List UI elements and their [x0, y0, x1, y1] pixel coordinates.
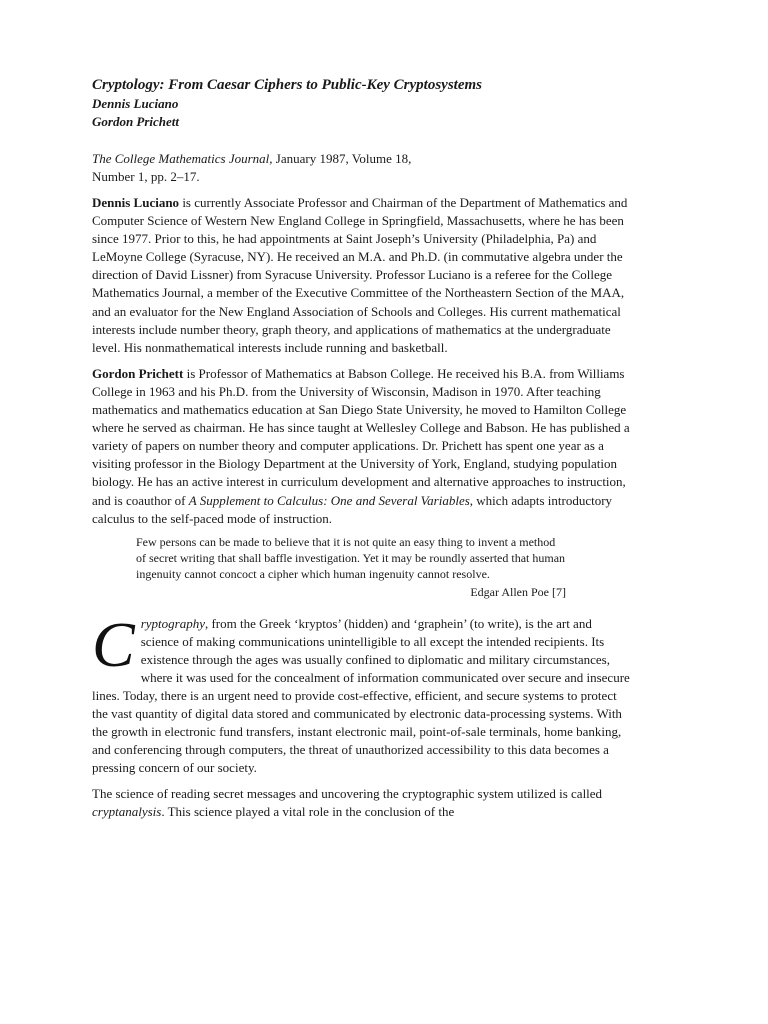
article-title: Cryptology: From Caesar Ciphers to Public-Key Cryptosystems [92, 77, 482, 93]
term-cryptanalysis: cryptanalysis [92, 804, 162, 820]
epigraph-attribution: Edgar Allen Poe [7] [470, 585, 566, 600]
text-column [92, 76, 632, 822]
citation-details: January 1987, Volume 18, [272, 151, 412, 166]
bio-name: Dennis Luciano [92, 195, 180, 210]
author-name-1: Dennis Luciano [92, 96, 179, 111]
book-title: A Supplement to Calculus: One and Several Variables [188, 492, 470, 508]
paragraph-text: , from the Greek ‘kryptos’ (hidden) and ‘graphein’ (to write), is the art and science of making communications unintelligible to all except the intended recipients. Its existence through the ages was usually confined to diplomatic and military circumstances, where it was used for the concealment of information communicated over secure and insecure lines. Today, there is an urgent need to provide cost-effective, efficient, and secure systems to protect the vast quantity of digital data stored and communicated by electronic data-processing systems. With the growth in electronic fund transfers, instant electronic mail, point-of-sale terminals, home banking, and conferencing through computers, the threat of unauthorized accessibility to this data becomes a pressing concern of our society. [92, 615, 630, 776]
bio-text: is currently Associate Professor and Chairman of the Department of Mathematics and Computer Science of Western New England College in Springfield, Massachusetts, where he has been since 1977. Prior to this, he had appointments at Saint Joseph’s University (Philadelphia, Pa) and LeMoyne College (Syracuse, NY). He received an M.A. and Ph.D. (in commutative algebra under the direction of David Lissner) from Syracuse University. Professor Luciano is a referee for the College Mathematics Journal, a member of the Executive Committee of the Northeastern Section of the MAA, and an evaluator for the New England Association of Schools and Colleges. His current mathematical interests include number theory, graph theory, and applications of mathematics at the undergraduate level. His nonmathematical interests include running and basketball. [92, 195, 628, 355]
bio-prichett [92, 365, 632, 528]
paragraph-text: The science of reading secret messages and uncovering the cryptographic system utilized is called [92, 786, 603, 802]
author-name-2: Gordon Prichett [92, 114, 180, 129]
journal-name: The College Mathematics Journal, [92, 151, 273, 166]
drop-cap: C [92, 608, 135, 680]
epigraph-quote: Few persons can be made to believe that it is not quite an easy thing to invent a method of secret writing that shall baffle investigation. Yet it may be roundly asserted that human ingenuity cannot concoct a cipher which human ingenuity cannot resolve. [136, 534, 566, 582]
bio-text: is Professor of Mathematics at Babson College. He received his B.A. from Williams College in 1963 and his Ph.D. from the University of Wisconsin, Madison in 1970. After teaching mathematics and mathematics education at San Diego State University, he moved to Hamilton College where he served as chairman. He has since taught at Wellesley College and Babson. He has published a variety of papers on number theory and computer applications. Dr. Prichett has spent one year as a visiting professor in the Biology Department at the University of York, England, studying population biology. He has an active interest in curriculum development and alternative approaches to instruction, and is coauthor of [92, 365, 630, 508]
term-cryptography: ryptography [140, 615, 205, 631]
citation [92, 150, 632, 186]
body-paragraph-2 [92, 785, 632, 821]
bio-text-end: , which adapts introductory calculus to the self-paced mode of instruction. [92, 492, 613, 526]
bio-name: Gordon Prichett [92, 365, 184, 381]
epigraph [136, 534, 566, 601]
body-paragraph-1 [92, 608, 632, 778]
paragraph-text-end: . This science played a vital role in the conclusion of the [161, 804, 455, 820]
bio-luciano [92, 194, 632, 357]
citation-pages: Number 1, pp. 2–17. [92, 169, 200, 184]
